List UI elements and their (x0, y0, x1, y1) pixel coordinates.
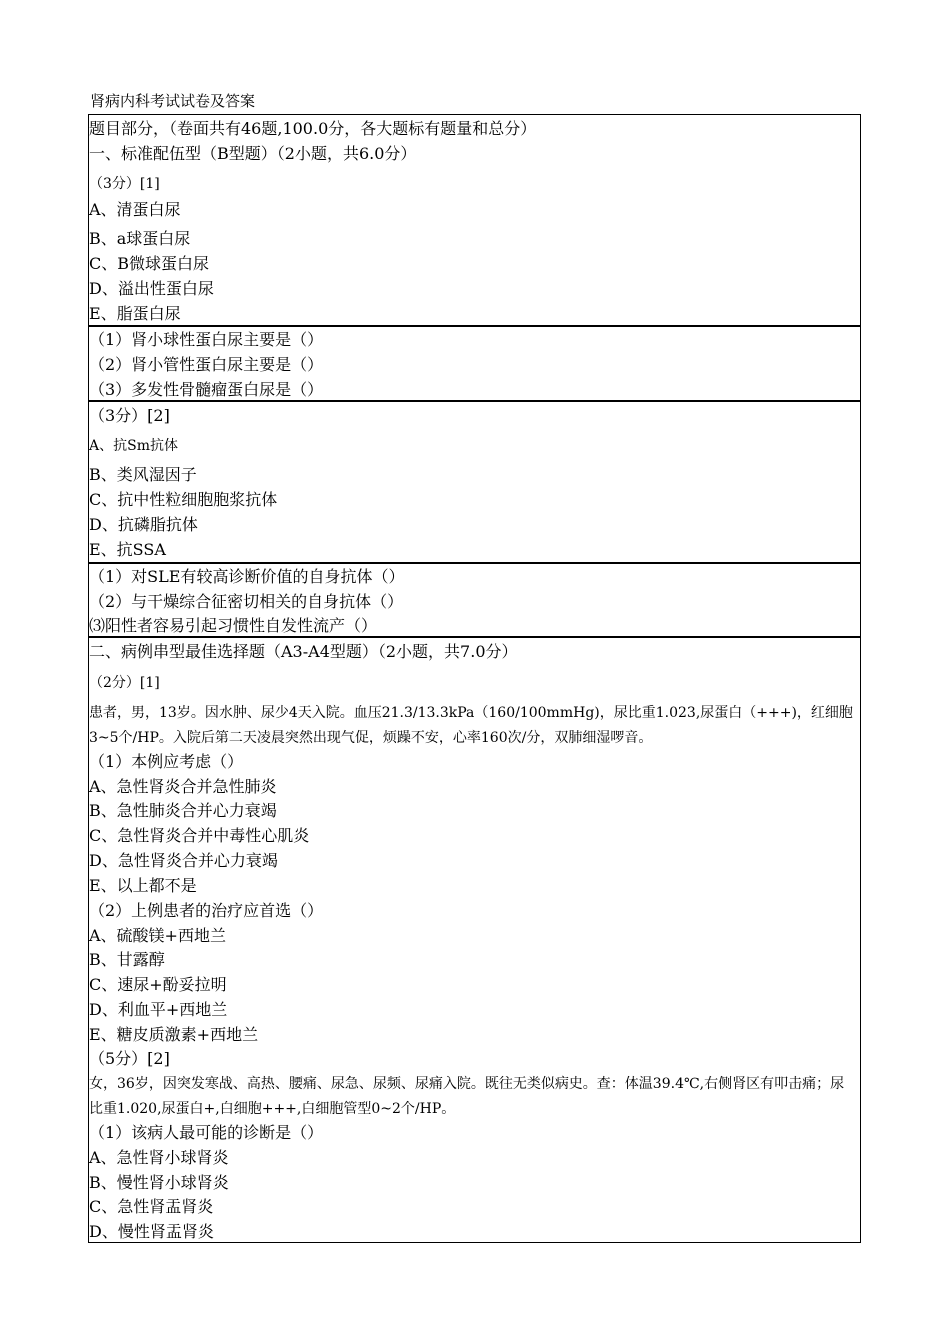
question-score: （3分）[2] (89, 406, 170, 425)
box-section1-q2-subs (88, 563, 861, 637)
sub-question: （1）本例应考虑（） (89, 752, 244, 771)
sub-question: （1）对SLE有较高诊断价值的自身抗体（） (89, 567, 405, 586)
sub-question: （1）肾小球性蛋白尿主要是（） (89, 330, 324, 349)
exam-header: 题目部分，（卷面共有46题,100.0分，各大题标有题量和总分） (89, 119, 537, 138)
option-d: D、抗磷脂抗体 (89, 515, 198, 534)
option-d: D、急性肾炎合并心力衰竭 (89, 851, 278, 870)
option-d: D、溢出性蛋白尿 (89, 279, 214, 298)
document-title: 肾病内科考试试卷及答案 (90, 92, 256, 110)
sub-question: （2）与干燥综合征密切相关的自身抗体（） (89, 592, 404, 611)
sub-question: （2）肾小管性蛋白尿主要是（） (89, 355, 324, 374)
box-section1-q2 (88, 401, 861, 563)
option-c: C、急性肾炎合并中毒性心肌炎 (89, 826, 310, 845)
option-e: E、抗SSA (89, 540, 166, 559)
option-b: B、急性肺炎合并心力衰竭 (89, 801, 277, 820)
sub-question: ⑶阳性者容易引起习惯性自发性流产（） (89, 616, 378, 635)
option-b: B、慢性肾小球肾炎 (89, 1173, 229, 1192)
section2-title: 二、病例串型最佳选择题（A3-A4型题）（2小题，共7.0分） (89, 642, 518, 661)
sub-question: （2）上例患者的治疗应首选（） (89, 901, 324, 920)
option-c: C、抗中性粒细胞胞浆抗体 (89, 490, 278, 509)
option-e: E、脂蛋白尿 (89, 304, 181, 323)
box-section2 (88, 637, 861, 1243)
option-a: A、急性肾小球肾炎 (89, 1148, 229, 1167)
case-description: 患者，男，13岁。因水肿、尿少4天入院。血压21.3/13.3kPa（160/100mmHg)，尿比重1.023,尿蛋白（+++)，红细胞3~5个/HP。入院后第二天凌晨突然出现气促，烦躁不安，心率160次/分，双肺细湿啰音。 (89, 705, 853, 746)
option-b: B、a球蛋白尿 (89, 229, 191, 248)
box-section1-q1 (88, 114, 861, 326)
option-e: E、以上都不是 (89, 876, 197, 895)
option-e: E、糖皮质激素+西地兰 (89, 1025, 259, 1044)
section1-title: 一、标准配伍型（B型题）（2小题，共6.0分） (89, 144, 417, 163)
option-c: C、速尿+酚妥拉明 (89, 975, 227, 994)
option-d: D、慢性肾盂肾炎 (89, 1222, 214, 1241)
option-a: A、抗Sm抗体 (89, 438, 178, 454)
box-section1-q1-subs (88, 326, 861, 401)
option-c: C、急性肾盂肾炎 (89, 1197, 214, 1216)
option-b: B、甘露醇 (89, 950, 165, 969)
option-a: A、急性肾炎合并急性肺炎 (89, 777, 277, 796)
option-a: A、硫酸镁+西地兰 (89, 926, 226, 945)
sub-question: （1）该病人最可能的诊断是（） (89, 1123, 324, 1142)
option-b: B、类风湿因子 (89, 465, 197, 484)
question-score: （3分）[1] (89, 176, 160, 192)
sub-question: （3）多发性骨髓瘤蛋白尿是（） (89, 380, 324, 399)
case-description: 女，36岁，因突发寒战、高热、腰痛、尿急、尿频、尿痛入院。既往无类似病史。查：体温39.4℃,右侧肾区有叩击痛；尿比重1.020,尿蛋白+,白细胞+++,白细胞管型0~2个/HP。 (89, 1076, 845, 1117)
option-d: D、利血平+西地兰 (89, 1000, 228, 1019)
option-a: A、清蛋白尿 (89, 200, 181, 219)
option-c: C、B微球蛋白尿 (89, 254, 210, 273)
question-score: （5分）[2] (89, 1049, 170, 1068)
question-score: （2分）[1] (89, 675, 160, 691)
